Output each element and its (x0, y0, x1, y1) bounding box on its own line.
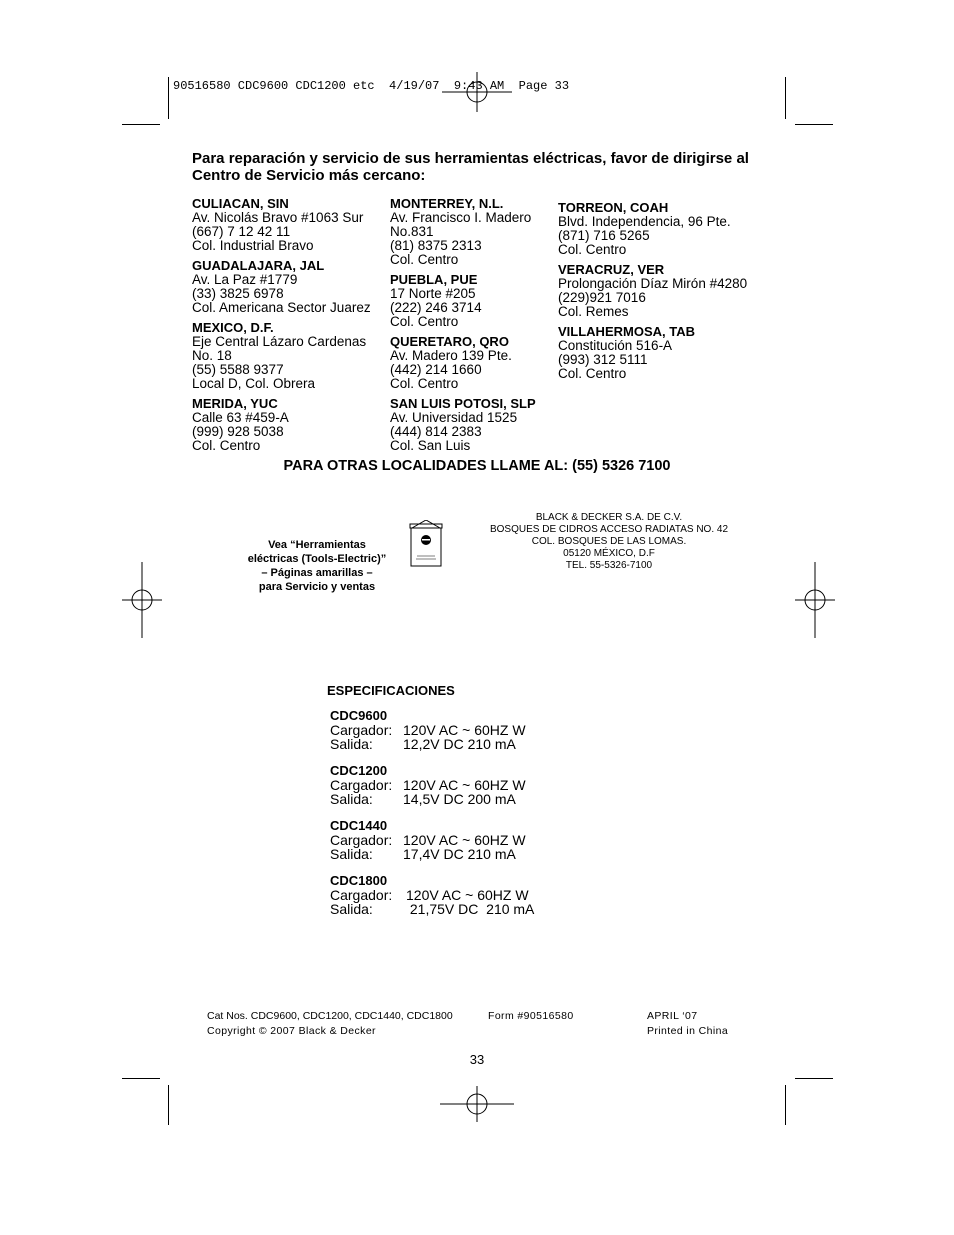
service-center-line: Col. Industrial Bravo (192, 238, 314, 253)
service-center (558, 201, 768, 257)
service-center-line: Blvd. Independencia, 96 Pte. (558, 214, 731, 229)
yellow-pages-note-line: – Páginas amarillas – (261, 567, 373, 579)
output-label: Salida: (330, 846, 373, 862)
charger-label: Cargador: (330, 887, 393, 903)
service-center-city: GUADALAJARA, JAL (192, 258, 325, 273)
spec-model (330, 874, 534, 916)
company-address (470, 512, 748, 572)
service-center-line: (871) 716 5265 (558, 228, 650, 243)
service-center-line: No.831 (390, 224, 434, 239)
service-center-city: CULIACAN, SIN (192, 196, 289, 211)
yellow-pages-note-line: eléctricas (Tools-Electric)” (247, 553, 387, 565)
model-name: CDC9600 (330, 708, 388, 723)
service-center (192, 397, 387, 453)
service-center (390, 397, 555, 453)
output-value: 21,75V DC 210 mA (406, 901, 535, 917)
footer-form-number: Form #90516580 (488, 1010, 574, 1022)
service-center-line: (442) 214 1660 (390, 362, 482, 377)
charger-value: 120V AC ~ 60HZ W (403, 722, 526, 738)
service-center-line: Col. Remes (558, 304, 629, 319)
service-center-line: Col. Centro (558, 366, 627, 381)
service-center-line: Col. Centro (390, 376, 459, 391)
registration-mark-icon (442, 72, 512, 112)
specifications-title: ESPECIFICACIONES (327, 683, 455, 698)
print-slug: 90516580 CDC9600 CDC1200 etc 4/19/07 9:43 AM Page 33 (173, 79, 570, 93)
footer-date: APRIL ‘07 (647, 1010, 698, 1022)
service-center-line: Av. La Paz #1779 (192, 272, 298, 287)
service-center-city: VERACRUZ, VER (558, 262, 665, 277)
service-center-line: Col. Centro (558, 242, 627, 257)
service-center-line: Av. Nicolás Bravo #1063 Sur (192, 210, 364, 225)
service-center-line: Constitución 516-A (558, 338, 673, 353)
company-address-line: COL. BOSQUES DE LAS LOMAS. (531, 536, 687, 547)
service-centers-column (390, 197, 555, 459)
service-center-line: Col. Centro (390, 314, 459, 329)
service-center-line: (55) 5588 9377 (192, 362, 284, 377)
output-label: Salida: (330, 901, 373, 917)
footer-printed-in: Printed in China (647, 1025, 729, 1037)
yellow-pages-note (222, 538, 412, 594)
model-name: CDC1440 (330, 818, 388, 833)
company-address-line: BLACK & DECKER S.A. DE C.V. (535, 512, 683, 523)
service-center-line: (999) 928 5038 (192, 424, 284, 439)
service-center (558, 325, 768, 381)
crop-mark (168, 77, 169, 119)
service-center-line: Calle 63 #459-A (192, 410, 289, 425)
output-value: 14,5V DC 200 mA (403, 791, 516, 807)
page-number: 33 (469, 1052, 485, 1067)
service-center (192, 259, 387, 315)
footer-copyright: Copyright © 2007 Black & Decker (207, 1025, 376, 1037)
spec-model (330, 764, 526, 806)
other-locations-phone: PARA OTRAS LOCALIDADES LLAME AL: (55) 5326 7100 (283, 458, 671, 474)
output-label: Salida: (330, 791, 373, 807)
service-center-city: MONTERREY, N.L. (390, 196, 504, 211)
service-center (390, 197, 555, 267)
service-center-line: Eje Central Lázaro Cardenas (192, 334, 367, 349)
service-center-line: 17 Norte #205 (390, 286, 476, 301)
service-center-line: Prolongación Díaz Mirón #4280 (558, 276, 748, 291)
yellow-pages-note-line: para Servicio y ventas (258, 581, 376, 593)
service-center-line: (229)921 7016 (558, 290, 646, 305)
registration-mark-icon (440, 1086, 514, 1122)
spec-model (330, 709, 526, 751)
service-center-line: No. 18 (192, 348, 232, 363)
service-center-line: Local D, Col. Obrera (192, 376, 316, 391)
service-center-line: Col. Centro (390, 252, 459, 267)
charger-value: 120V AC ~ 60HZ W (406, 887, 529, 903)
charger-label: Cargador: (330, 722, 393, 738)
registration-mark-icon (122, 562, 162, 638)
company-address-line: BOSQUES DE CIDROS ACCESO RADIATAS NO. 42 (489, 524, 729, 535)
service-center-city: VILLAHERMOSA, TAB (558, 324, 695, 339)
service-center-city: TORREON, COAH (558, 200, 669, 215)
service-heading: Para reparación y servicio de sus herramientas eléctricas, favor de dirigirse al Centro de Servicio más cercano: (192, 150, 749, 184)
service-center-line: Col. San Luis (390, 438, 471, 453)
model-name: CDC1200 (330, 763, 388, 778)
company-address-line: TEL. 55-5326-7100 (565, 560, 653, 571)
service-center-city: SAN LUIS POTOSI, SLP (390, 396, 536, 411)
service-center-line: (444) 814 2383 (390, 424, 482, 439)
service-center-city: MERIDA, YUC (192, 396, 278, 411)
model-name: CDC1800 (330, 873, 388, 888)
output-value: 12,2V DC 210 mA (403, 736, 516, 752)
yellow-pages-note-line: Vea “Herramientas (268, 539, 366, 551)
service-center (390, 273, 555, 329)
crop-mark (122, 124, 160, 125)
service-center (192, 321, 387, 391)
company-address-line: 05120 MÉXICO, D.F (563, 548, 655, 559)
footer-cat-nos: Cat Nos. CDC9600, CDC1200, CDC1440, CDC1800 (207, 1010, 453, 1022)
service-center-line: Col. Americana Sector Juarez (192, 300, 371, 315)
crop-mark (785, 77, 786, 119)
service-center-line: Col. Centro (192, 438, 261, 453)
service-center-line: Av. Universidad 1525 (390, 410, 518, 425)
yellow-pages-book-icon (408, 520, 444, 568)
service-center (390, 335, 555, 391)
crop-mark (795, 1078, 833, 1079)
charger-value: 120V AC ~ 60HZ W (403, 777, 526, 793)
spec-model (330, 819, 526, 861)
charger-label: Cargador: (330, 832, 393, 848)
service-center-city: QUERETARO, QRO (390, 334, 509, 349)
service-centers-column (558, 201, 768, 387)
service-center-city: MEXICO, D.F. (192, 320, 274, 335)
crop-mark (795, 124, 833, 125)
service-center-line: (33) 3825 6978 (192, 286, 284, 301)
service-center-line: Av. Madero 139 Pte. (390, 348, 512, 363)
crop-mark (168, 1085, 169, 1125)
service-center (192, 197, 387, 253)
service-center-line: (81) 8375 2313 (390, 238, 482, 253)
service-center-line: Av. Francisco I. Madero (390, 210, 532, 225)
output-label: Salida: (330, 736, 373, 752)
service-center-line: (667) 7 12 42 11 (192, 224, 291, 239)
service-center-line: (222) 246 3714 (390, 300, 482, 315)
crop-mark (122, 1078, 160, 1079)
service-centers-column (192, 197, 387, 459)
crop-mark (785, 1085, 786, 1125)
service-center-line: (993) 312 5111 (558, 352, 648, 367)
charger-label: Cargador: (330, 777, 393, 793)
output-value: 17,4V DC 210 mA (403, 846, 516, 862)
service-center-city: PUEBLA, PUE (390, 272, 478, 287)
charger-value: 120V AC ~ 60HZ W (403, 832, 526, 848)
service-center (558, 263, 768, 319)
registration-mark-icon (795, 562, 835, 638)
